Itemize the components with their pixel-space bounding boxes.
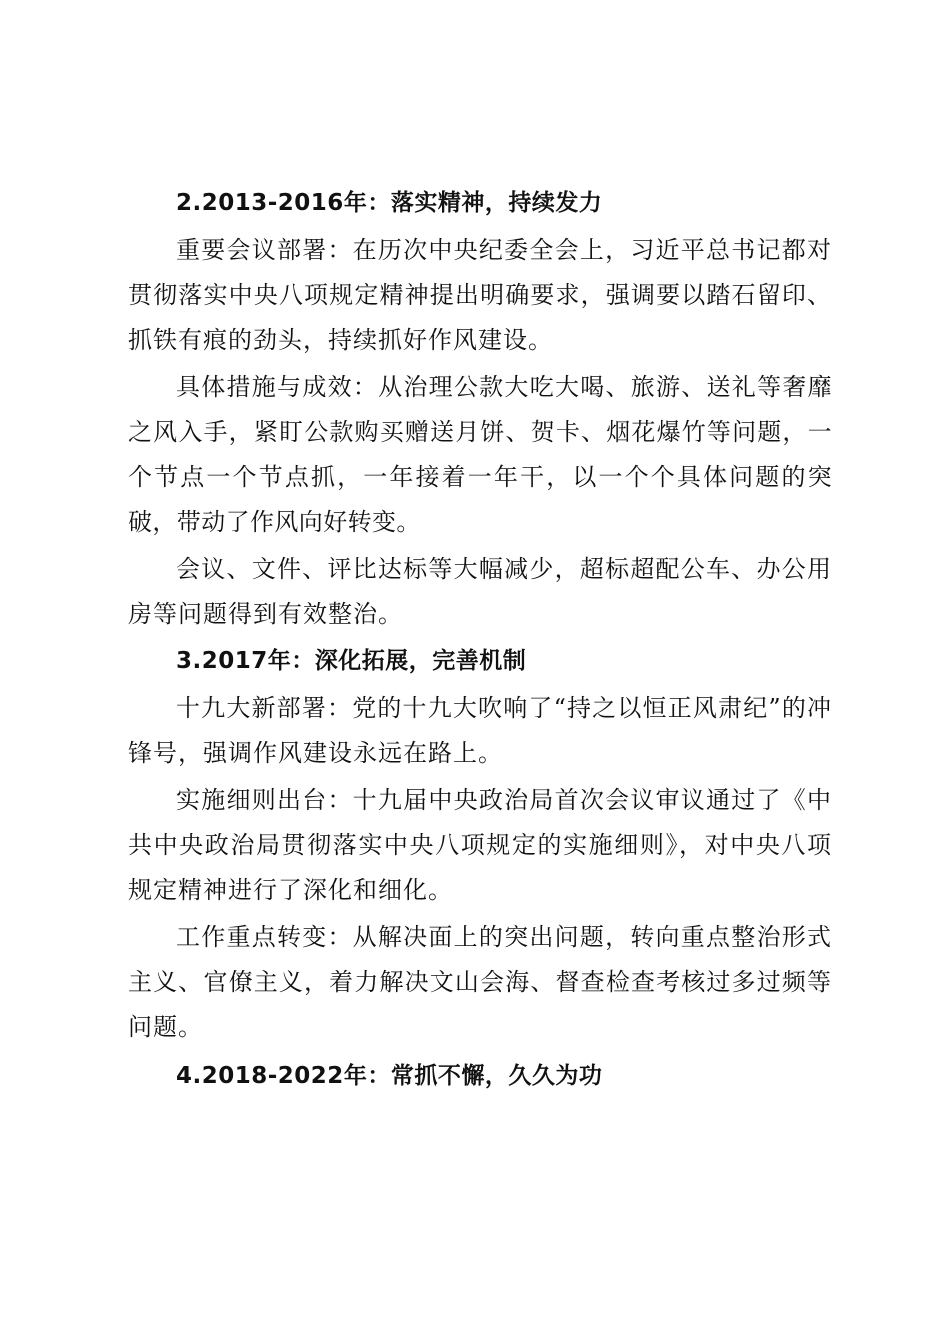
section-heading-2018-2022: 4.2018-2022年：常抓不懈，久久为功 bbox=[176, 1063, 603, 1089]
paragraph-meetings-reduced: 会议、文件、评比达标等大幅减少，超标超配公车、办公用房等问题得到有效整治。 bbox=[128, 555, 832, 628]
document-body bbox=[128, 181, 832, 1101]
paragraph-focus-shift: 工作重点转变：从解决面上的突出问题，转向重点整治形式主义、官僚主义，着力解决文山会海、督查检查考核过多过频等问题。 bbox=[128, 923, 832, 1041]
section-heading-2013-2016: 2.2013-2016年：落实精神，持续发力 bbox=[176, 190, 603, 216]
paragraph-measures-results: 具体措施与成效：从治理公款大吃大喝、旅游、送礼等奢靡之风入手，紧盯公款购买赠送月饼、贺卡、烟花爆竹等问题，一个节点一个节点抓，一年接着一年干，以一个个具体问题的突破，带动了作风向好转变。 bbox=[128, 373, 832, 536]
paragraph-19th-congress: 十九大新部署：党的十九大吹响了“持之以恒正风肃纪”的冲锋号，强调作风建设永远在路上。 bbox=[128, 694, 832, 767]
paragraph-meeting-deployment: 重要会议部署：在历次中央纪委全会上，习近平总书记都对贯彻落实中央八项规定精神提出明确要求，强调要以踏石留印、抓铁有痕的劲头，持续抓好作风建设。 bbox=[128, 236, 832, 354]
paragraph-implementation-rules: 实施细则出台：十九届中央政治局首次会议审议通过了《中共中央政治局贯彻落实中央八项规定的实施细则》，对中央八项规定精神进行了深化和细化。 bbox=[128, 786, 832, 904]
section-heading-2017: 3.2017年：深化拓展，完善机制 bbox=[176, 648, 527, 674]
